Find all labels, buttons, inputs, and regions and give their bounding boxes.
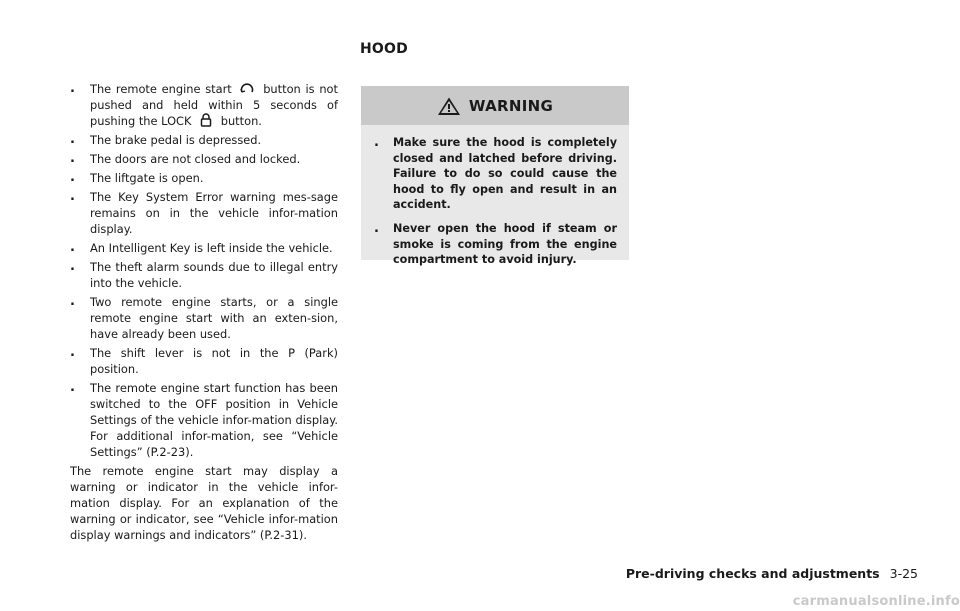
bullet-marker: . (70, 81, 75, 96)
warning-box (361, 86, 629, 267)
list-item-text: The liftgate is open. (90, 171, 204, 185)
list-item (70, 189, 338, 237)
conditions-list (70, 81, 338, 460)
list-item-text: The brake pedal is depressed. (90, 133, 262, 147)
warning-body (361, 125, 629, 268)
bullet-marker: . (70, 380, 75, 395)
body-paragraph: The remote engine start may display a warning or indicator in the vehicle infor-mation display. For an explanation of the warning or indicator, see “Vehicle infor-mation display warnings and indicators” (P.2-31). (70, 464, 338, 542)
list-item-text: An Intelligent Key is left inside the vehicle. (90, 241, 333, 255)
list-item (70, 380, 338, 460)
list-item (70, 345, 338, 377)
list-item-text: button. (220, 114, 262, 128)
list-item-text: button is not pushed and held within 5 seconds of pushing the LOCK (90, 82, 338, 128)
section-title: HOOD (360, 41, 408, 57)
warning-title: WARNING (468, 96, 554, 115)
bullet-marker: . (70, 132, 75, 147)
list-item-text: The Key System Error warning mes-sage remains on in the vehicle infor-mation display. (90, 190, 338, 236)
bullet-marker: . (70, 259, 75, 274)
list-item-text: The doors are not closed and locked. (90, 152, 301, 166)
bullet-marker: . (70, 189, 75, 204)
lock-icon (195, 113, 217, 127)
remote-start-icon (236, 81, 258, 95)
list-item (70, 132, 338, 148)
bullet-marker: . (70, 151, 75, 166)
list-item-text: The shift lever is not in the P (Park) position. (90, 346, 338, 376)
list-item (70, 294, 338, 342)
list-item (70, 170, 338, 186)
list-item-text: The theft alarm sounds due to illegal entry into the vehicle. (90, 260, 338, 290)
list-item-text: The remote engine start (90, 82, 232, 96)
warning-item-text: Never open the hood if steam or smoke is coming from the engine compartment to avoid injury. (393, 221, 617, 267)
warning-item-text: Make sure the hood is completely closed and latched before driving. Failure to do so could cause the hood to fly open and result in an accident. (393, 136, 617, 212)
bullet-marker: . (70, 345, 75, 360)
bullet-marker: . (70, 294, 75, 309)
list-item-text: The remote engine start function has been switched to the OFF position in Vehicle Settings of the vehicle infor-mation display. For additional infor-mation, see “Vehicle Settings” (P.2-23). (90, 381, 338, 459)
list-item (70, 259, 338, 291)
footer-section-title: Pre-driving checks and adjustments (625, 566, 880, 581)
bullet-marker: . (374, 135, 379, 150)
left-column (70, 81, 338, 543)
bullet-marker: . (70, 170, 75, 185)
warning-item (371, 135, 617, 213)
list-item (70, 240, 338, 256)
page-footer (626, 566, 918, 581)
bullet-marker: . (70, 240, 75, 255)
warning-item (371, 221, 617, 268)
list-item (70, 81, 338, 129)
warning-header (361, 86, 629, 125)
warning-triangle-icon (437, 96, 461, 116)
list-item (70, 151, 338, 167)
list-item-text: Two remote engine starts, or a single remote engine start with an exten-sion, have already been used. (90, 295, 338, 341)
bullet-marker: . (374, 220, 379, 236)
watermark: carmanualsonline.info (792, 594, 960, 609)
page-number: 3-25 (889, 566, 918, 581)
